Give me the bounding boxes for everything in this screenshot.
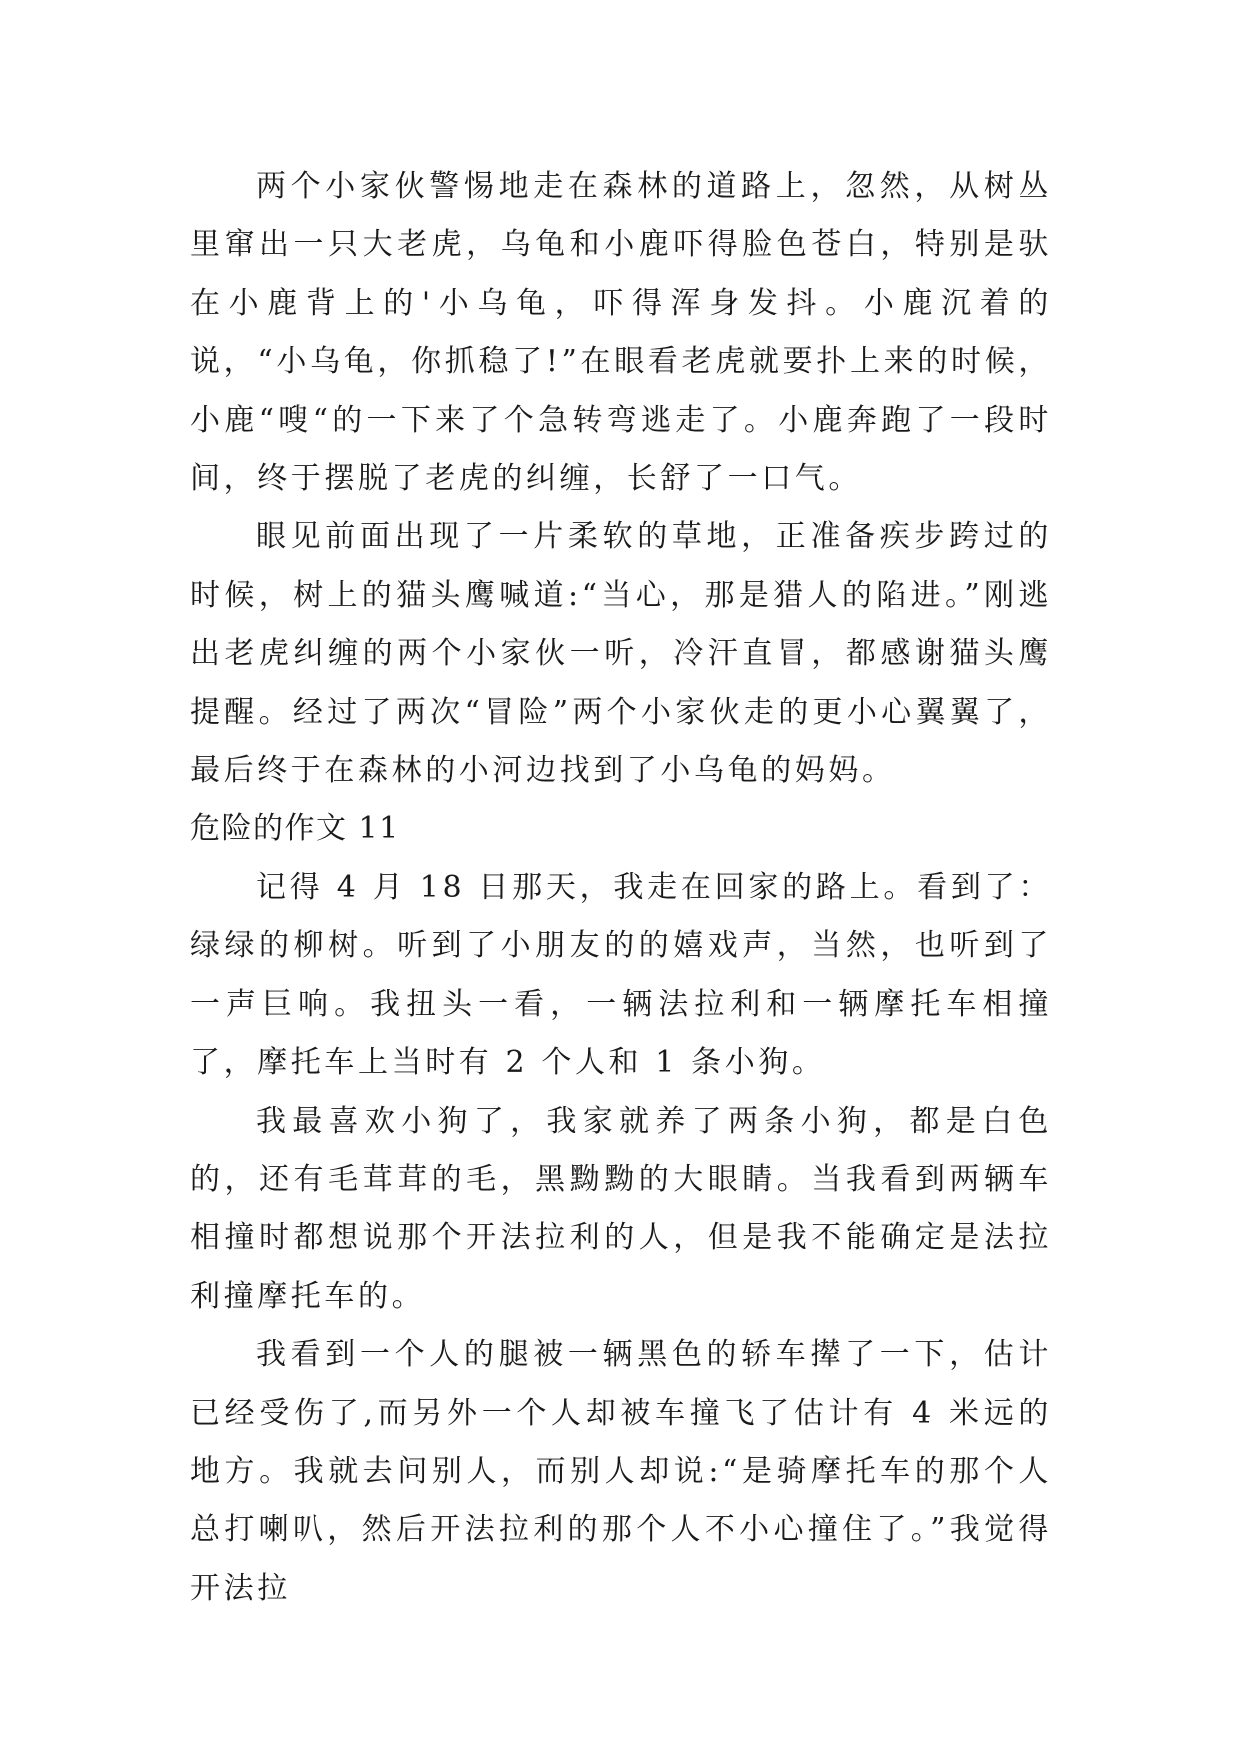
paragraph-april-accident: 记得 4 月 18 日那天，我走在回家的路上。看到了：绿绿的柳树。听到了小朋友的的嬉戏声，当然，也听到了一声巨响。我扭头一看，一辆法拉利和一辆摩托车相撞了，摩托车上当时有 2 个人和 1 条小狗。	[190, 869, 1052, 1081]
paragraph-injuries: 我看到一个人的腿被一辆黑色的轿车撵了一下，估计已经受伤了,而另外一个人却被车撞飞了估计有 4 米远的地方。我就去问别人，而别人却说:“是骑摩托车的那个人总打喇叭，然后开法拉利的那个人不小心撞住了。”我觉得开法拉	[190, 1337, 1052, 1606]
essay-heading: 危险的作文 11	[190, 811, 400, 847]
paragraph-puppies: 我最喜欢小狗了，我家就养了两条小狗，都是白色的，还有毛茸茸的毛，黑黝黝的大眼睛。当我看到两辆车相撞时都想说那个开法拉利的人，但是我不能确定是法拉利撞摩托车的。	[190, 1103, 1052, 1314]
paragraph-owl-warning: 眼见前面出现了一片柔软的草地，正准备疾步跨过的时候，树上的猫头鹰喊道:“当心，那是猎人的陷进。”刚逃出老虎纠缠的两个小家伙一听，冷汗直冒，都感谢猫头鹰提醒。经过了两次“冒险”两个小家伙走的更小心翼翼了，最后终于在森林的小河边找到了小乌龟的妈妈。	[190, 519, 1052, 789]
document-body	[190, 158, 1052, 1618]
paragraph-tiger-escape: 两个小家伙警惕地走在森林的道路上，忽然，从树丛里窜出一只大老虎，乌龟和小鹿吓得脸色苍白，特别是驮在小鹿背上的'小乌龟，吓得浑身发抖。小鹿沉着的说，“小乌龟，你抓稳了!”在眼看老虎就要扑上来的时候，小鹿“嗖“的一下来了个急转弯逃走了。小鹿奔跑了一段时间，终于摆脱了老虎的纠缠，长舒了一口气。	[190, 169, 1052, 497]
